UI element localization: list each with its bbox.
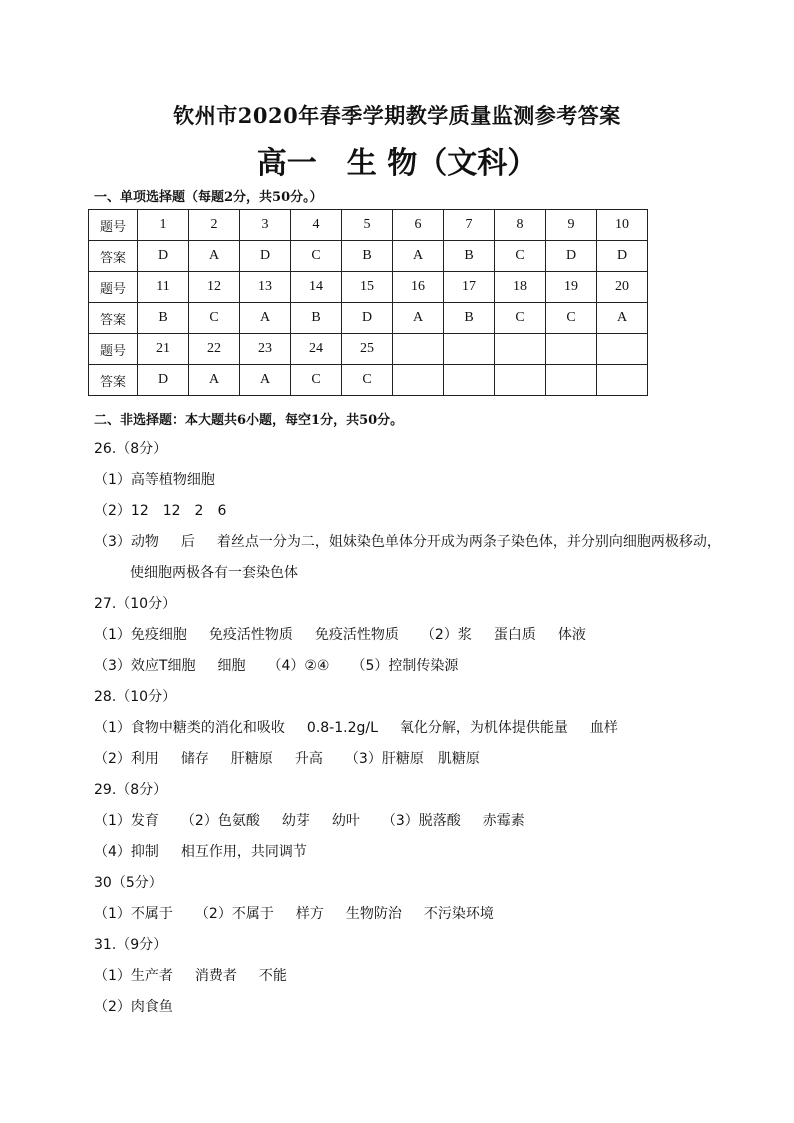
answer-line	[94, 995, 734, 1026]
answer-line	[94, 654, 734, 685]
answer-text: 幼芽	[281, 813, 310, 829]
answer-text: （1）免疫细胞	[94, 627, 187, 643]
answer-line	[94, 747, 734, 778]
table-row	[89, 210, 648, 241]
answer-text: 着丝点一分为二，姐妹染色单体分开成为两条子染色体，并分别向细胞两极移动，	[216, 534, 721, 550]
table-cell: C	[291, 241, 342, 272]
answer-text: 血样	[589, 720, 618, 736]
row-label: 题号	[89, 334, 138, 365]
section1-heading: 一、单项选择题（每题2分，共50分。）	[94, 190, 323, 205]
table-cell: D	[240, 241, 291, 272]
answer-text: （1）高等植物细胞	[94, 472, 215, 488]
table-cell: B	[444, 241, 495, 272]
row-label: 答案	[89, 241, 138, 272]
table-cell	[444, 365, 495, 396]
table-cell	[393, 334, 444, 365]
answer-text: 肝糖原	[230, 751, 273, 767]
answer-text: 后	[180, 534, 195, 550]
table-cell: B	[138, 303, 189, 334]
answer-text: （2）不属于	[194, 906, 274, 922]
table-cell: 13	[240, 272, 291, 303]
answer-text: 赤霉素	[482, 813, 525, 829]
answer-text: 氧化分解，为机体提供能量	[399, 720, 568, 736]
answer-line	[94, 716, 734, 747]
row-label: 答案	[89, 365, 138, 396]
table-cell: A	[597, 303, 648, 334]
table-cell: 19	[546, 272, 597, 303]
table-cell	[393, 365, 444, 396]
answer-text: 相互作用，共同调节	[180, 844, 307, 860]
answer-line	[94, 778, 734, 809]
table-cell: D	[546, 241, 597, 272]
answer-text: （1）不属于	[94, 906, 173, 922]
table-cell: 9	[546, 210, 597, 241]
answer-text: （3）脱落酸	[381, 813, 461, 829]
answer-line	[94, 592, 734, 623]
table-cell: C	[495, 241, 546, 272]
table-cell: 7	[444, 210, 495, 241]
answer-text: 升高	[294, 751, 323, 767]
answer-text: 不能	[258, 968, 287, 984]
table-cell: C	[546, 303, 597, 334]
table-cell: 15	[342, 272, 393, 303]
answer-text: 消费者	[194, 968, 237, 984]
answer-text: 26.（8分）	[94, 441, 168, 457]
table-cell: C	[495, 303, 546, 334]
table-cell: 2	[189, 210, 240, 241]
answer-text: （1）发育	[94, 813, 159, 829]
answer-text: 蛋白质	[493, 627, 536, 643]
answer-text: （2）利用	[94, 751, 159, 767]
table-cell: 21	[138, 334, 189, 365]
table-cell	[597, 365, 648, 396]
answer-text: 免疫活性物质	[208, 627, 293, 643]
answer-line	[94, 871, 734, 902]
row-label: 题号	[89, 210, 138, 241]
answer-line	[94, 561, 734, 592]
table-cell: 10	[597, 210, 648, 241]
document-title: 钦州市2020年春季学期教学质量监测参考答案	[173, 103, 621, 128]
table-cell: 25	[342, 334, 393, 365]
answer-text: （2）12 12 2 6	[94, 503, 227, 519]
answer-line	[94, 530, 734, 561]
table-cell: 20	[597, 272, 648, 303]
table-cell: 12	[189, 272, 240, 303]
answer-text: （2）肉食鱼	[94, 999, 173, 1015]
table-cell: B	[444, 303, 495, 334]
section2-heading: 二、非选择题：本大题共6小题，每空1分，共50分。	[94, 413, 404, 428]
table-cell	[597, 334, 648, 365]
answer-text: 27.（10分）	[94, 596, 177, 612]
table-cell: B	[291, 303, 342, 334]
answer-line	[94, 902, 734, 933]
table-cell: D	[138, 241, 189, 272]
table-cell: C	[342, 365, 393, 396]
answer-text: 细胞	[217, 658, 246, 674]
answer-text: （1）生产者	[94, 968, 173, 984]
table-row	[89, 365, 648, 396]
table-cell: C	[189, 303, 240, 334]
row-label: 答案	[89, 303, 138, 334]
table-cell: B	[342, 241, 393, 272]
table-row	[89, 303, 648, 334]
table-cell: A	[393, 303, 444, 334]
table-cell: D	[597, 241, 648, 272]
answer-line	[94, 964, 734, 995]
table-cell: 14	[291, 272, 342, 303]
answer-text: （3）动物	[94, 534, 159, 550]
answer-line	[94, 623, 734, 654]
answer-text: （5）控制传染源	[351, 658, 459, 674]
table-cell: 3	[240, 210, 291, 241]
answer-text: 储存	[180, 751, 209, 767]
table-cell: D	[342, 303, 393, 334]
table-cell: C	[291, 365, 342, 396]
answer-lines	[94, 437, 734, 1026]
table-cell: 4	[291, 210, 342, 241]
answer-text: 免疫活性物质	[314, 627, 399, 643]
table-cell: 23	[240, 334, 291, 365]
answer-text: 生物防治	[345, 906, 402, 922]
answer-line	[94, 685, 734, 716]
answer-text: 29.（8分）	[94, 782, 168, 798]
table-row	[89, 334, 648, 365]
answer-text: 不污染环境	[423, 906, 494, 922]
answer-text: 0.8-1.2g/L	[306, 720, 378, 736]
answer-line	[94, 840, 734, 871]
table-cell: A	[240, 365, 291, 396]
answer-text: （4）②④	[267, 658, 330, 674]
answer-text: 使细胞两极各有一套染色体	[130, 565, 298, 581]
table-cell: 6	[393, 210, 444, 241]
answer-line	[94, 809, 734, 840]
table-cell: 24	[291, 334, 342, 365]
answer-line	[94, 468, 734, 499]
answer-text: 28.（10分）	[94, 689, 177, 705]
answer-text: （4）抑制	[94, 844, 159, 860]
answer-text: 体液	[557, 627, 586, 643]
table-cell: 1	[138, 210, 189, 241]
table-cell: 17	[444, 272, 495, 303]
answer-text: 幼叶	[331, 813, 360, 829]
answer-line	[94, 437, 734, 468]
answer-line	[94, 933, 734, 964]
table-cell: A	[393, 241, 444, 272]
answer-text: （3）效应T细胞	[94, 658, 196, 674]
table-cell: 18	[495, 272, 546, 303]
table-row	[89, 241, 648, 272]
table-cell	[444, 334, 495, 365]
table-cell: 8	[495, 210, 546, 241]
document-subtitle: 高一 生 物（文科）	[256, 146, 538, 181]
table-cell	[546, 334, 597, 365]
table-cell	[546, 365, 597, 396]
table-cell	[495, 365, 546, 396]
answer-text: 样方	[295, 906, 324, 922]
answer-text: （3）肝糖原 肌糖原	[344, 751, 480, 767]
answer-table	[88, 209, 648, 396]
row-label: 题号	[89, 272, 138, 303]
table-cell: 11	[138, 272, 189, 303]
table-cell: 5	[342, 210, 393, 241]
table-row	[89, 272, 648, 303]
table-cell: A	[189, 241, 240, 272]
table-cell: D	[138, 365, 189, 396]
answer-line	[94, 499, 734, 530]
table-cell: A	[189, 365, 240, 396]
table-cell: 22	[189, 334, 240, 365]
answer-text: （1）食物中糖类的消化和吸收	[94, 720, 285, 736]
answer-text: （2）色氨酸	[180, 813, 260, 829]
answer-text: 30（5分）	[94, 875, 163, 891]
table-cell: A	[240, 303, 291, 334]
answer-text: （2）浆	[420, 627, 472, 643]
answer-text: 31.（9分）	[94, 937, 168, 953]
table-cell	[495, 334, 546, 365]
table-cell: 16	[393, 272, 444, 303]
